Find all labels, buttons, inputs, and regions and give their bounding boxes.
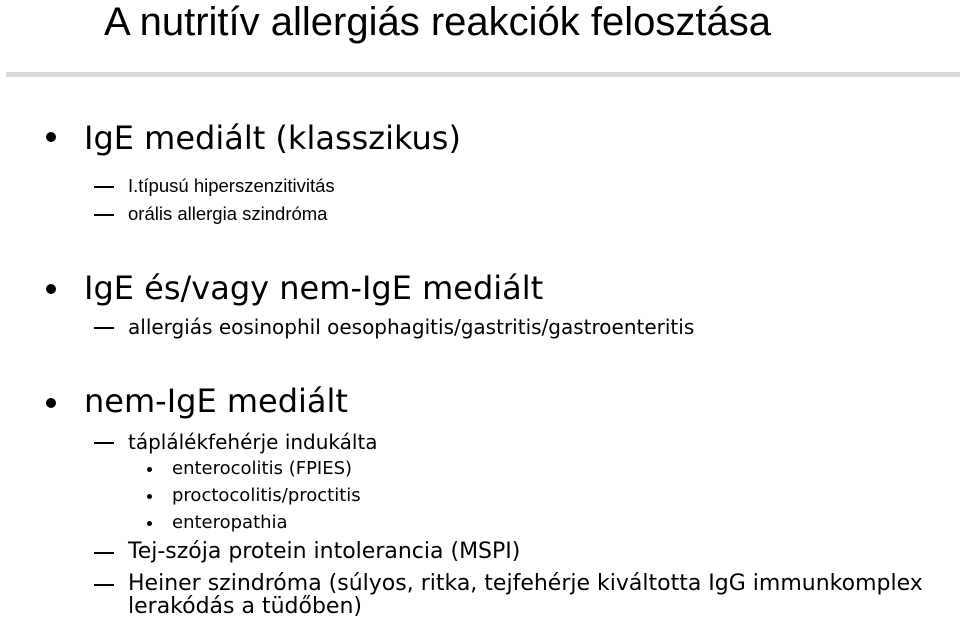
dash-icon (94, 552, 114, 554)
list-item: Tej-szója protein intolerancia (MSPI) (128, 539, 521, 564)
list-item-continuation: lerakódás a tüdőben) (128, 594, 362, 619)
bullet-icon (147, 467, 152, 472)
slide-title: A nutritív allergiás reakciók felosztása (104, 0, 771, 44)
bullet-icon (147, 521, 152, 526)
list-item: orális allergia szindróma (128, 203, 328, 224)
list-item: allergiás eosinophil oesophagitis/gastritis/gastroenteritis (128, 315, 695, 339)
bullet-icon (46, 398, 56, 408)
sub-list-item: enterocolitis (FPIES) (172, 458, 353, 479)
bullet-icon (46, 284, 56, 294)
dash-icon (94, 186, 114, 188)
dash-icon (94, 442, 114, 444)
title-divider (6, 72, 960, 77)
section-heading-non-ige: nem-IgE mediált (84, 382, 348, 420)
dash-icon (94, 214, 114, 216)
list-item: I.típusú hiperszenzitivitás (128, 175, 335, 196)
dash-icon (94, 584, 114, 586)
list-item: táplálékfehérje indukálta (128, 430, 378, 454)
section-heading-ige: IgE mediált (klasszikus) (84, 119, 461, 157)
dash-icon (94, 327, 114, 329)
bullet-icon (46, 132, 56, 142)
sub-list-item: proctocolitis/proctitis (172, 485, 361, 506)
list-item: Heiner szindróma (súlyos, ritka, tejfehérje kiváltotta IgG immunkomplex (128, 571, 923, 596)
section-heading-mixed: IgE és/vagy nem-IgE mediált (84, 269, 544, 307)
sub-list-item: enteropathia (172, 512, 288, 533)
bullet-icon (147, 494, 152, 499)
